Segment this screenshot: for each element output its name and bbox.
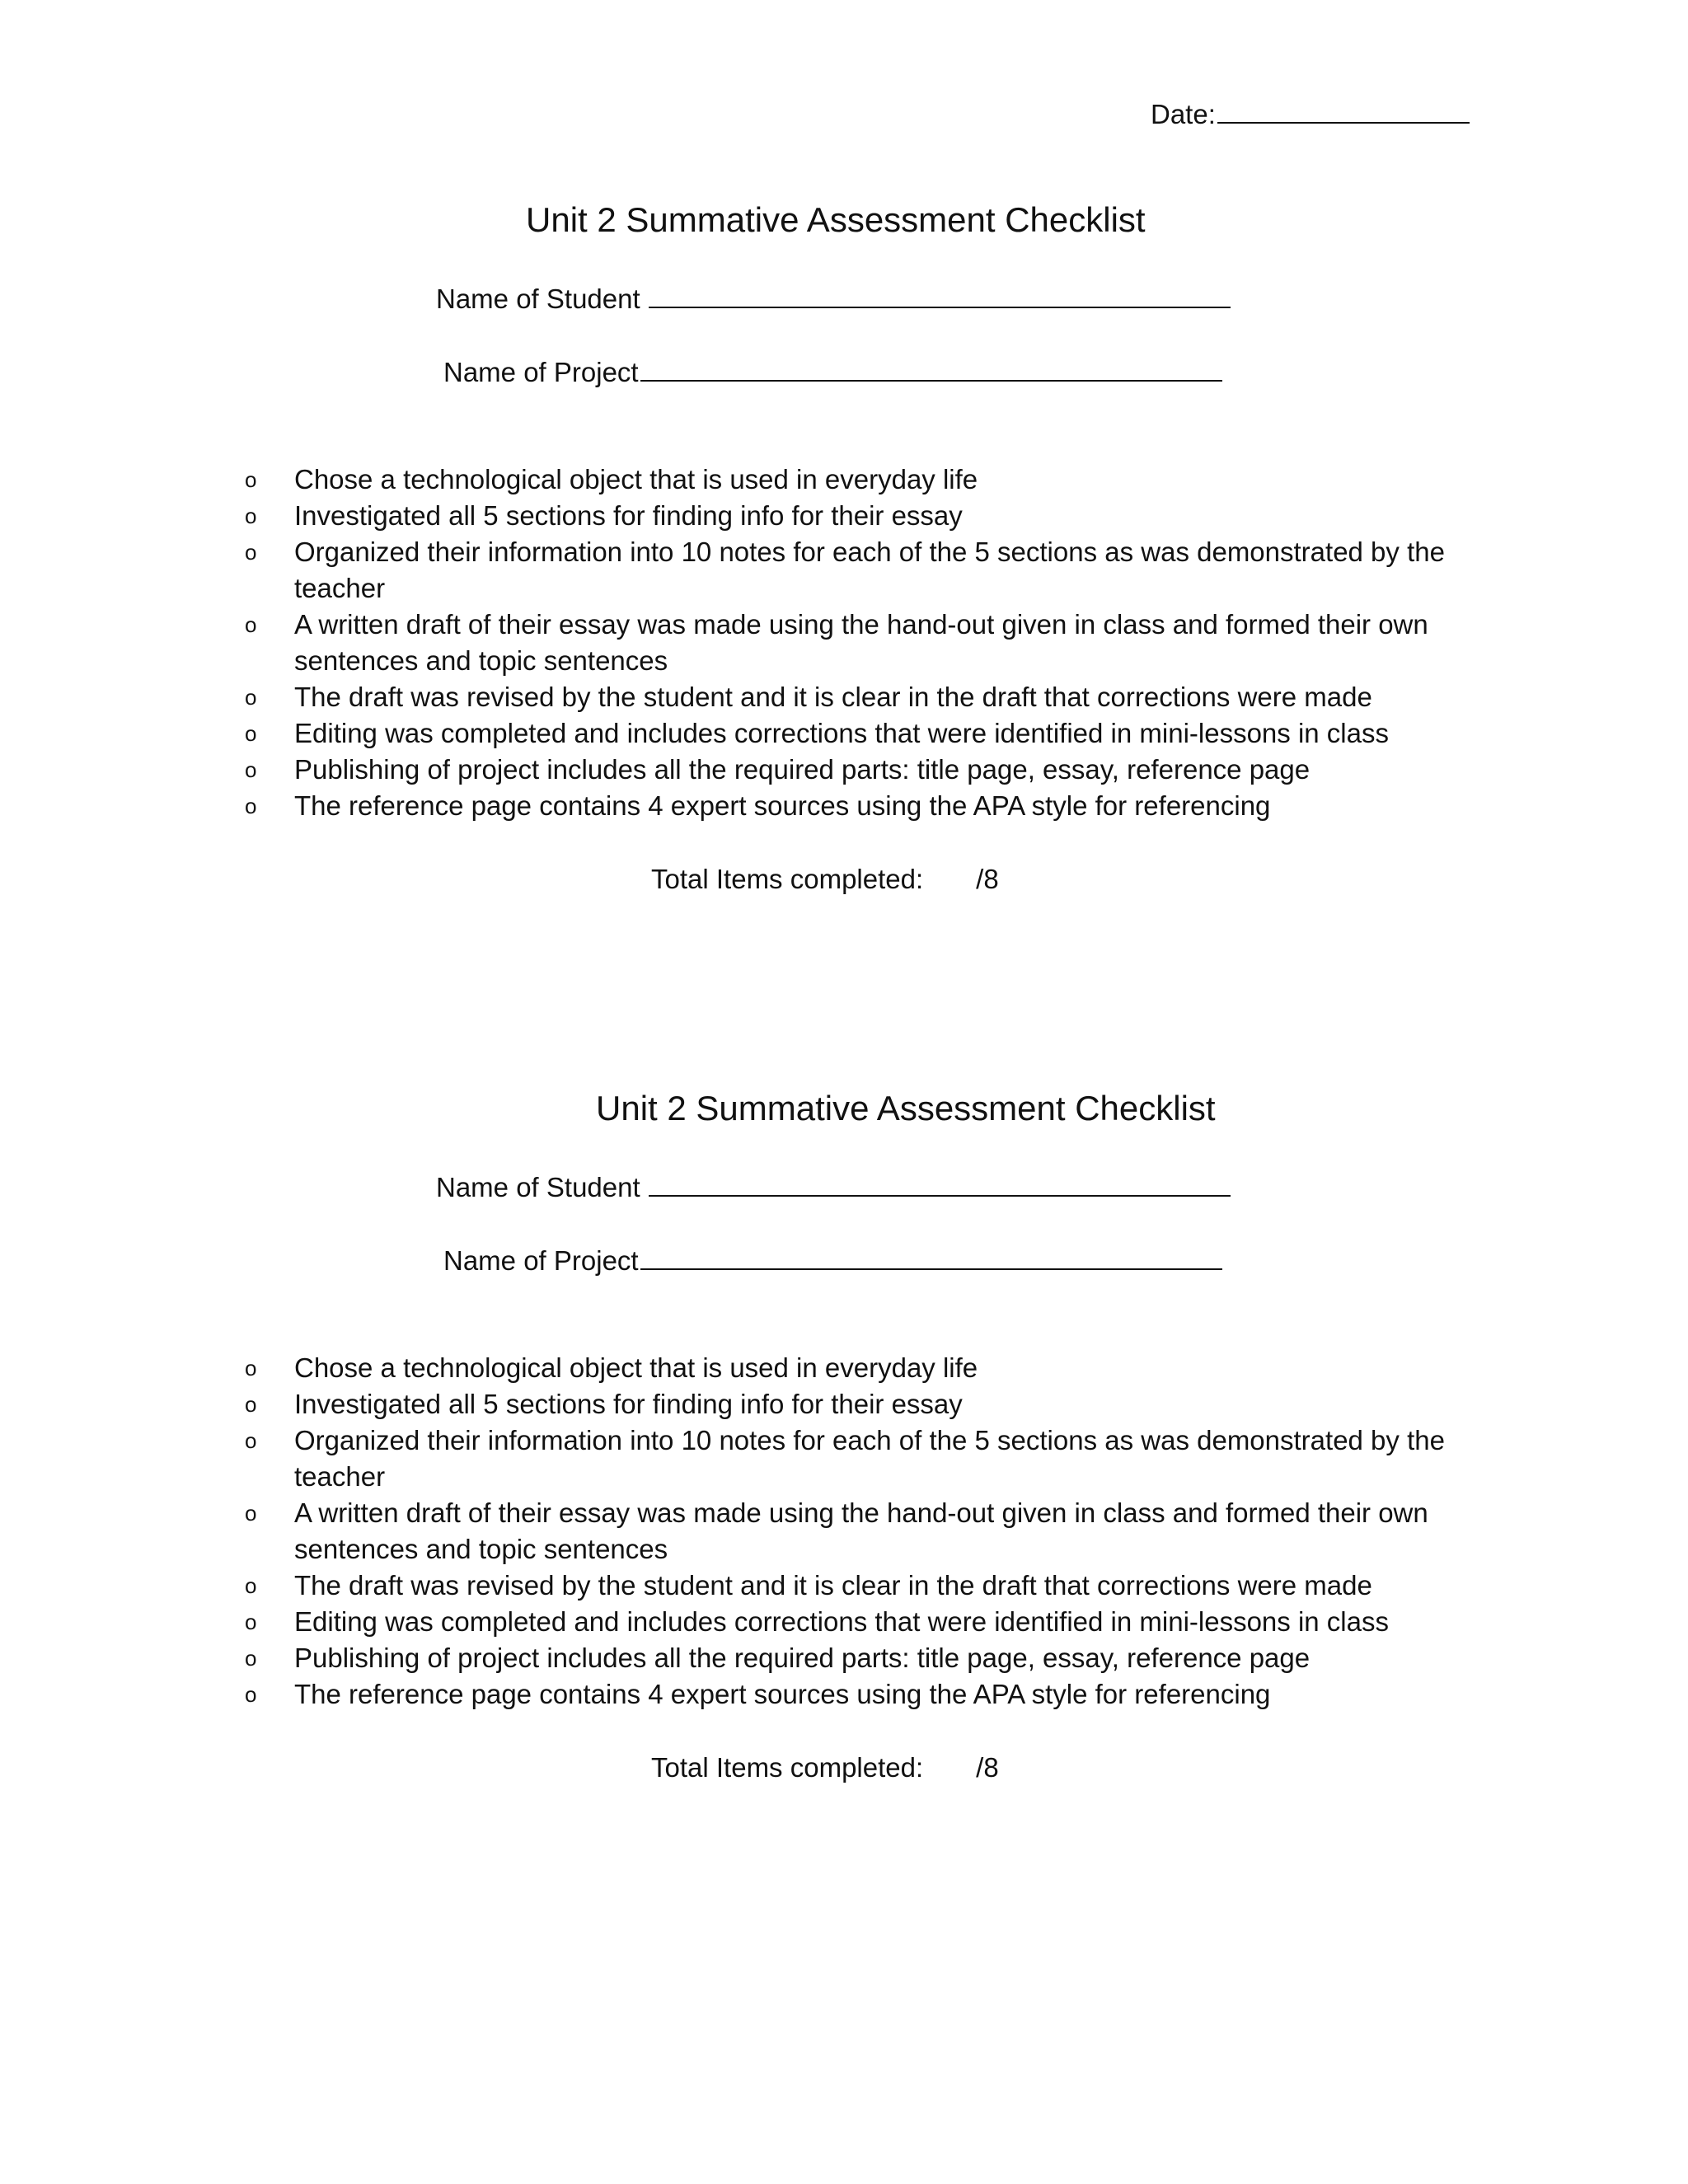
checklist-item: [0, 1495, 1481, 1568]
checklist-item: [0, 1386, 1481, 1422]
checklist-item: [0, 1422, 1481, 1495]
total-score: /8: [976, 864, 999, 894]
date-label: Date:: [1151, 99, 1216, 129]
circle-bullet-icon: o: [245, 467, 257, 492]
project-name-field: [443, 1244, 1222, 1277]
student-name-blank-line: [649, 282, 1231, 308]
circle-bullet-icon: o: [245, 794, 257, 818]
checklist-item-text: The draft was revised by the student and it is clear in the draft that corrections were made: [294, 1570, 1372, 1601]
checklist-item-text: Investigated all 5 sections for finding info for their essay: [294, 1389, 963, 1419]
checklist-item-text: The reference page contains 4 expert sources using the APA style for referencing: [294, 790, 1271, 821]
checklist-item: [0, 679, 1481, 715]
date-blank-line: [1217, 97, 1470, 124]
checklist-item-text: Publishing of project includes all the required parts: title page, essay, reference page: [294, 1643, 1311, 1673]
circle-bullet-icon: o: [245, 1646, 257, 1671]
checklist-item: [0, 462, 1481, 498]
checklist-item: [0, 534, 1481, 607]
checklist-item-text: Editing was completed and includes corrections that were identified in mini-lessons in class: [294, 1606, 1389, 1637]
checklist-item: [0, 715, 1481, 752]
circle-bullet-icon: o: [245, 721, 257, 746]
checklist-item-text: A written draft of their essay was made using the hand-out given in class and formed their own sentences and topic sentences: [294, 1497, 1428, 1564]
total-items-completed: [651, 864, 999, 895]
date-field: [1151, 97, 1470, 130]
checklist-item-text: Publishing of project includes all the required parts: title page, essay, reference page: [294, 754, 1311, 785]
student-name-blank-line: [649, 1170, 1231, 1197]
student-name-label: Name of Student: [436, 1172, 640, 1202]
checklist-item: [0, 1676, 1481, 1713]
checklist-item: [0, 752, 1481, 788]
total-label: Total Items completed:: [651, 1752, 924, 1783]
checklist-item: [0, 1640, 1481, 1676]
circle-bullet-icon: o: [245, 1682, 257, 1707]
checklist-item: [0, 1568, 1481, 1604]
circle-bullet-icon: o: [245, 1501, 257, 1526]
circle-bullet-icon: o: [245, 685, 257, 710]
student-name-field: [436, 1170, 1231, 1203]
checklist-item-text: Investigated all 5 sections for finding info for their essay: [294, 500, 963, 531]
checklist-item-text: Organized their information into 10 notes for each of the 5 sections as was demonstrated by the teacher: [294, 537, 1445, 603]
project-name-label: Name of Project: [443, 1245, 639, 1276]
checklist-item-text: The draft was revised by the student and it is clear in the draft that corrections were made: [294, 682, 1372, 712]
checklist-items: [0, 462, 1688, 824]
circle-bullet-icon: o: [245, 1356, 257, 1380]
checklist-item-text: Chose a technological object that is used in everyday life: [294, 464, 978, 494]
total-score: /8: [976, 1752, 999, 1783]
checklist-item-text: The reference page contains 4 expert sources using the APA style for referencing: [294, 1679, 1271, 1709]
circle-bullet-icon: o: [245, 1610, 257, 1634]
project-name-blank-line: [640, 1244, 1222, 1270]
checklist-item-text: Editing was completed and includes corrections that were identified in mini-lessons in class: [294, 718, 1389, 748]
total-label: Total Items completed:: [651, 864, 924, 894]
checklist-item: [0, 1350, 1481, 1386]
circle-bullet-icon: o: [245, 504, 257, 528]
checklist-item: [0, 788, 1481, 824]
checklist-items: [0, 1350, 1688, 1713]
checklist-item: [0, 498, 1481, 534]
checklist-item-text: A written draft of their essay was made using the hand-out given in class and formed their own sentences and topic sentences: [294, 609, 1428, 676]
circle-bullet-icon: o: [245, 1428, 257, 1453]
checklist-item: [0, 1604, 1481, 1640]
student-name-label: Name of Student: [436, 284, 640, 314]
checklist-title: Unit 2 Summative Assessment Checklist: [526, 200, 1146, 239]
checklist-item-text: Chose a technological object that is used in everyday life: [294, 1352, 978, 1383]
checklist-item-text: Organized their information into 10 notes for each of the 5 sections as was demonstrated by the teacher: [294, 1425, 1445, 1492]
circle-bullet-icon: o: [245, 540, 257, 565]
checklist-title: Unit 2 Summative Assessment Checklist: [596, 1089, 1216, 1127]
project-name-label: Name of Project: [443, 357, 639, 387]
project-name-blank-line: [640, 355, 1222, 382]
checklist-item: [0, 607, 1481, 679]
circle-bullet-icon: o: [245, 757, 257, 782]
circle-bullet-icon: o: [245, 1573, 257, 1598]
circle-bullet-icon: o: [245, 1392, 257, 1417]
project-name-field: [443, 355, 1222, 388]
student-name-field: [436, 282, 1231, 315]
total-items-completed: [651, 1752, 999, 1783]
circle-bullet-icon: o: [245, 612, 257, 637]
